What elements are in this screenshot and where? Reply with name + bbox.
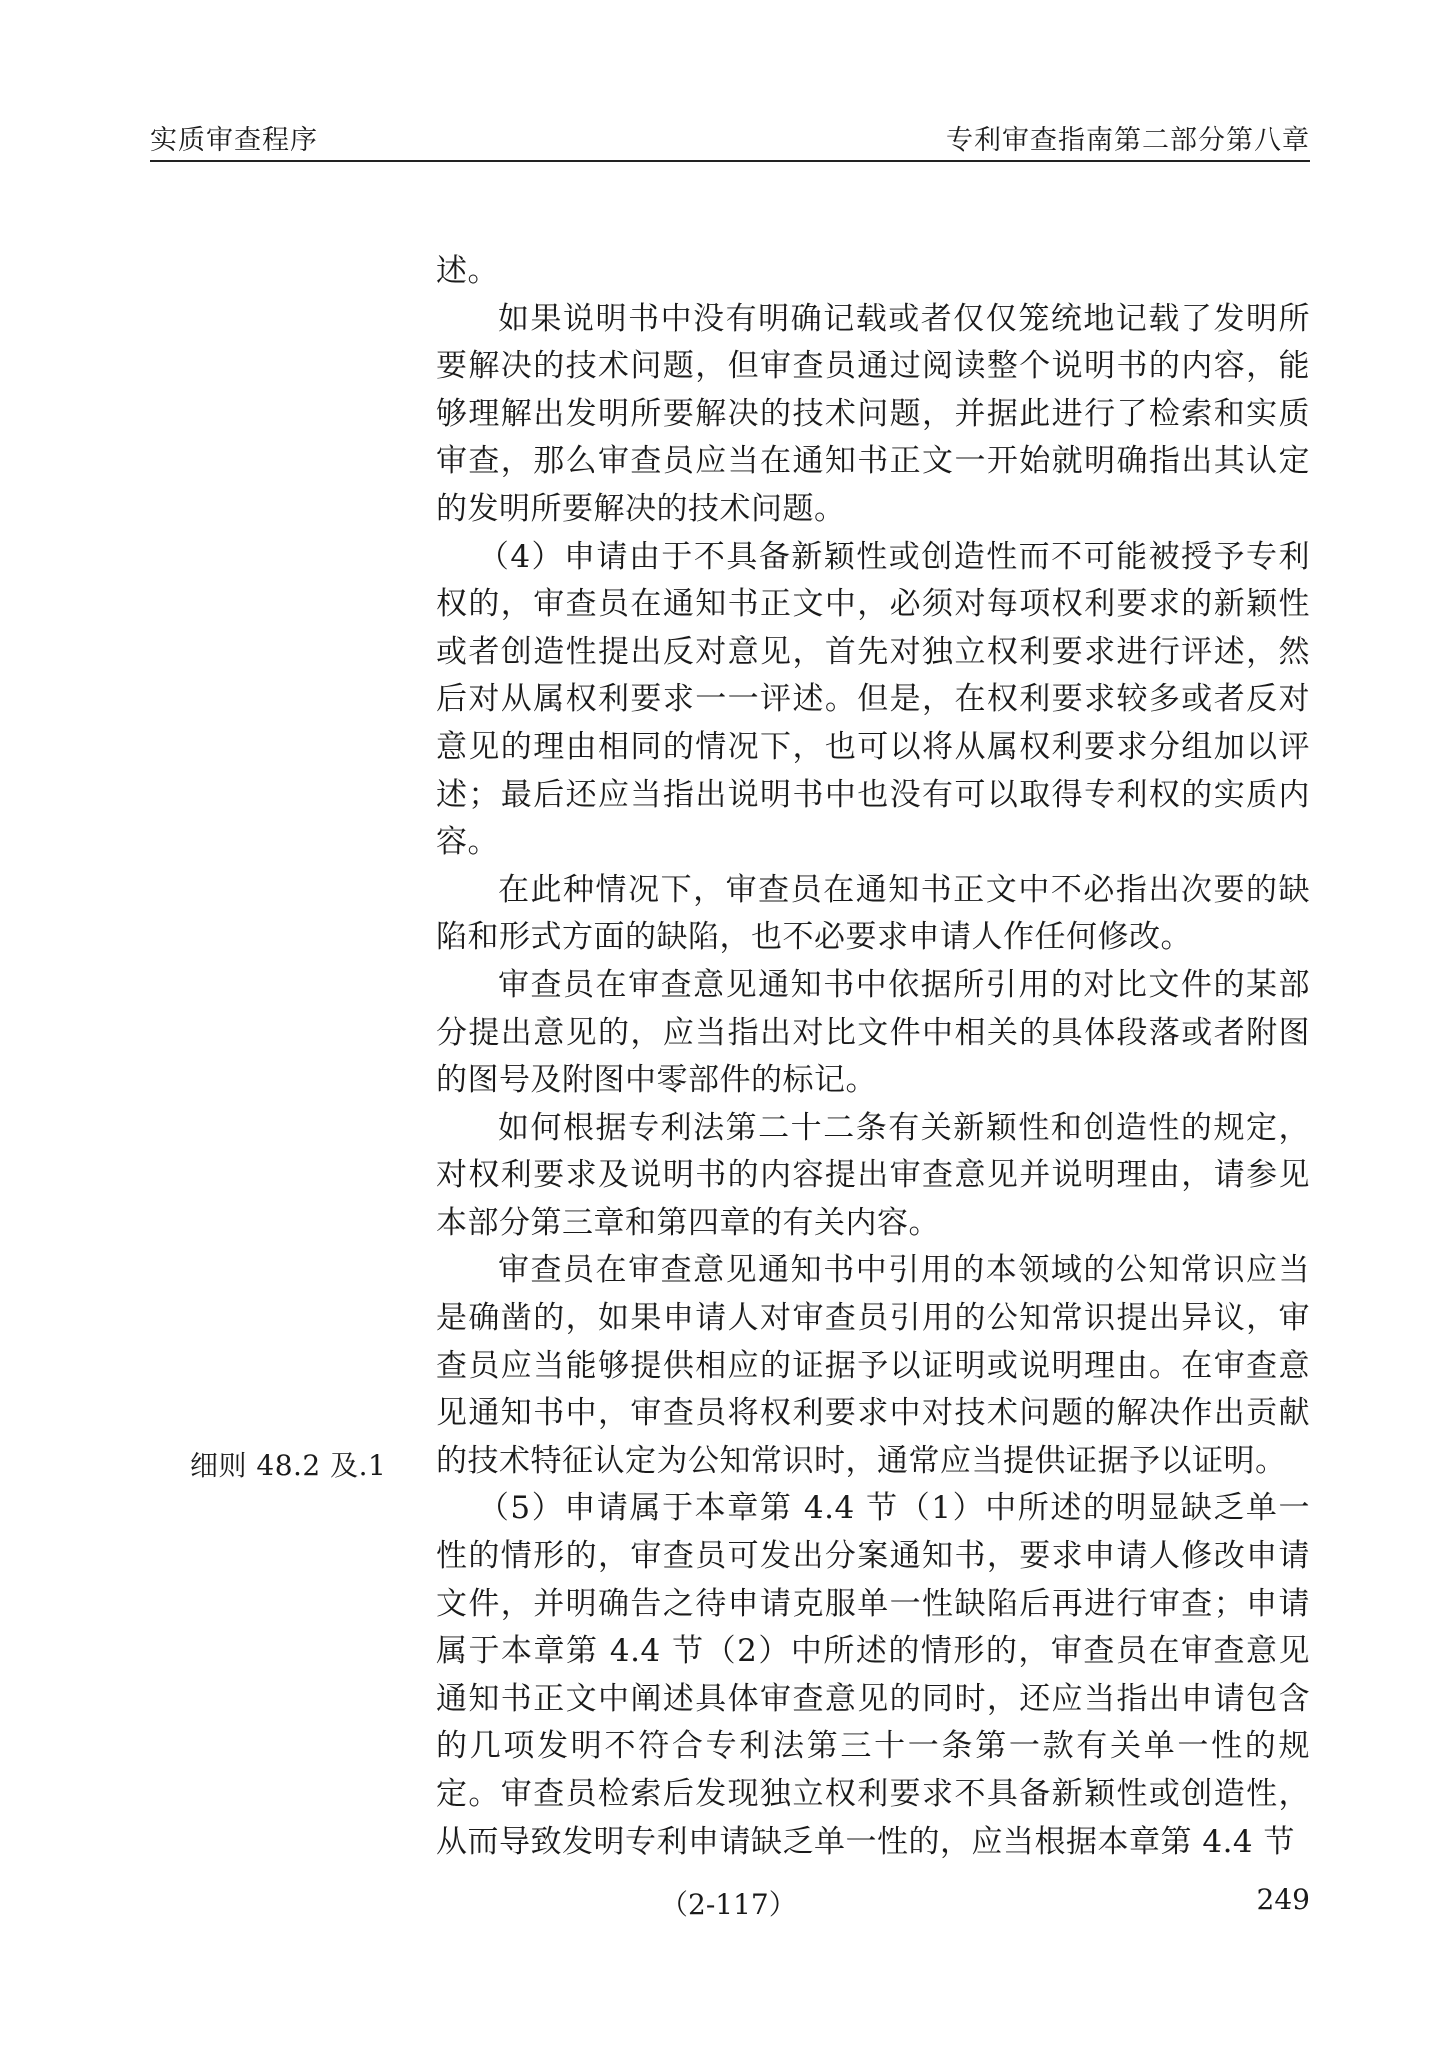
paragraph: 在此种情况下，审查员在通知书正文中不必指出次要的缺陷和形式方面的缺陷，也不必要求申请人作任何修改。 — [436, 871, 1310, 956]
footer-section-page: （2-117） — [660, 1888, 797, 1921]
paragraph-continuation: 述。 — [436, 253, 499, 289]
header-chapter-title: 实质审查程序 — [150, 125, 318, 156]
paragraph-item-4: （4）申请由于不具备新颖性或创造性而不可能被授予专利权的，审查员在通知书正文中，必须对每项权利要求的新颖性或者创造性提出反对意见，首先对独立权利要求进行评述，然后对从属权利要求一一评述。但是，在权利要求较多或者反对意见的理由相同的情况下，也可以将从属权利要求分组加以评述；最后还应当指出说明书中也没有可以取得专利权的实质内容。 — [436, 538, 1310, 861]
running-header — [150, 112, 1310, 162]
paragraph: 审查员在审查意见通知书中依据所引用的对比文件的某部分提出意见的，应当指出对比文件中相关的具体段落或者附图的图号及附图中零部件的标记。 — [436, 966, 1310, 1099]
margin-note-rule-reference: 细则 48.2 及.1 — [190, 1449, 387, 1482]
header-guide-section: 专利审查指南第二部分第八章 — [946, 125, 1310, 156]
footer-page-number: 249 — [1256, 1883, 1310, 1916]
paragraph-item-5: （5）申请属于本章第 4.4 节（1）中所述的明显缺乏单一性的情形的，审查员可发出分案通知书，要求申请人修改申请文件，并明确告之待申请克服单一性缺陷后再进行审查；申请属于本章第 4.4 节（2）中所述的情形的，审查员在审查意见通知书正文中阐述具体审查意见的同时，还应当指出申请包含的几项发明不符合专利法第三十一条第一款有关单一性的规定。审查员检索后发现独立权利要求不具备新颖性或创造性，从而导致发明专利申请缺乏单一性的，应当根据本章第 4.4 节 — [436, 1490, 1310, 1860]
paragraph: 如何根据专利法第二十二条有关新颖性和创造性的规定，对权利要求及说明书的内容提出审查意见并说明理由，请参见本部分第三章和第四章的有关内容。 — [436, 1109, 1310, 1241]
main-body-text — [436, 248, 1310, 1866]
paragraph: 如果说明书中没有明确记载或者仅仅笼统地记载了发明所要解决的技术问题，但审查员通过阅读整个说明书的内容，能够理解出发明所要解决的技术问题，并据此进行了检索和实质审查，那么审查员应当在通知书正文一开始就明确指出其认定的发明所要解决的技术问题。 — [436, 300, 1310, 527]
paragraph: 审查员在审查意见通知书中引用的本领域的公知常识应当是确凿的，如果申请人对审查员引用的公知常识提出异议，审查员应当能够提供相应的证据予以证明或说明理由。在审查意见通知书中，审查员将权利要求中对技术问题的解决作出贡献的技术特征认定为公知常识时，通常应当提供证据予以证明。 — [436, 1252, 1310, 1479]
